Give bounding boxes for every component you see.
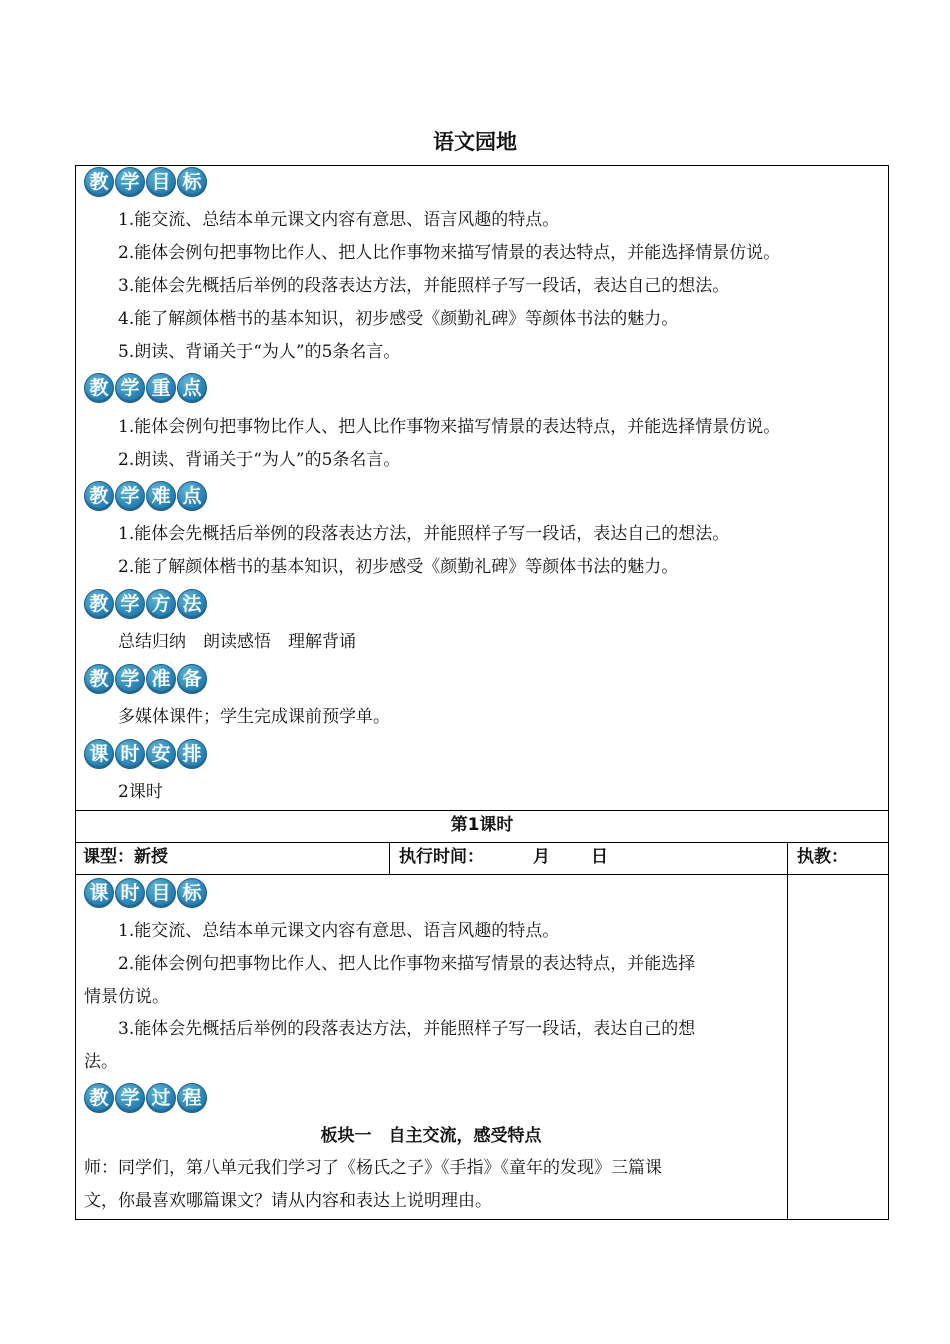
lesson-goal-item: 2.能体会例句把事物比作人、把人比作事物来描写情景的表达特点，并能选择	[118, 954, 696, 974]
methods-badge	[84, 589, 207, 619]
month-label: 月	[533, 847, 550, 867]
lesson-goal-item: 1.能交流、总结本单元课文内容有意思、语言风趣的特点。	[118, 921, 560, 941]
teaching-goal-item: 5.朗读、背诵关于“为人”的5条名言。	[118, 342, 401, 362]
lesson-goal-item: 3.能体会先概括后举例的段落表达方法，并能照样子写一段话，表达自己的想	[118, 1019, 696, 1039]
difficulty-item: 1.能体会先概括后举例的段落表达方法，并能照样子写一段话，表达自己的想法。	[118, 524, 730, 544]
teacher-line: 师：同学们，第八单元我们学习了《杨氏之子》《手指》《童年的发现》三篇课	[84, 1158, 662, 1178]
execution-time-label: 执行时间：	[399, 847, 484, 867]
lesson-header: 第1课时	[450, 815, 514, 835]
teaching-goal-item: 1.能交流、总结本单元课文内容有意思、语言风趣的特点。	[118, 210, 560, 230]
badge-char: 程	[177, 1083, 207, 1113]
badge-char: 教	[84, 481, 114, 511]
badge-char: 学	[115, 664, 145, 694]
badge-char: 目	[146, 878, 176, 908]
teacher-line: 文，你最喜欢哪篇课文？请从内容和表达上说明理由。	[84, 1191, 492, 1211]
lesson-goal-item: 法。	[84, 1052, 118, 1072]
badge-char: 教	[84, 1083, 114, 1113]
badge-char: 排	[177, 739, 207, 769]
badge-char: 标	[177, 878, 207, 908]
table-divider	[75, 810, 889, 811]
badge-char: 法	[177, 589, 207, 619]
lesson-goals-badge	[84, 878, 207, 908]
lesson-type: 课型：新授	[83, 847, 168, 867]
badge-char: 过	[146, 1083, 176, 1113]
badge-char: 学	[115, 589, 145, 619]
badge-char: 重	[146, 373, 176, 403]
teaching-goals-badge	[84, 167, 207, 197]
badge-char: 教	[84, 373, 114, 403]
difficulties-badge	[84, 481, 207, 511]
badge-char: 安	[146, 739, 176, 769]
difficulty-item: 2.能了解颜体楷书的基本知识，初步感受《颜勤礼碑》等颜体书法的魅力。	[118, 557, 679, 577]
key-points-badge	[84, 373, 207, 403]
badge-char: 点	[177, 373, 207, 403]
badge-char: 课	[84, 739, 114, 769]
teaching-goal-item: 3.能体会先概括后举例的段落表达方法，并能照样子写一段话，表达自己的想法。	[118, 276, 730, 296]
badge-char: 学	[115, 481, 145, 511]
badge-char: 教	[84, 167, 114, 197]
badge-char: 点	[177, 481, 207, 511]
key-point-item: 1.能体会例句把事物比作人、把人比作事物来描写情景的表达特点，并能选择情景仿说。	[118, 417, 781, 437]
badge-char: 学	[115, 167, 145, 197]
badge-char: 教	[84, 589, 114, 619]
badge-char: 准	[146, 664, 176, 694]
badge-char: 时	[115, 878, 145, 908]
badge-char: 难	[146, 481, 176, 511]
teaching-goal-item: 4.能了解颜体楷书的基本知识，初步感受《颜勤礼碑》等颜体书法的魅力。	[118, 309, 679, 329]
badge-char: 标	[177, 167, 207, 197]
badge-char: 目	[146, 167, 176, 197]
badge-char: 学	[115, 373, 145, 403]
schedule-badge	[84, 739, 207, 769]
badge-char: 方	[146, 589, 176, 619]
table-divider	[787, 842, 788, 1220]
key-point-item: 2.朗读、背诵关于“为人”的5条名言。	[118, 450, 401, 470]
lesson-goal-item: 情景仿说。	[84, 987, 169, 1007]
badge-char: 教	[84, 664, 114, 694]
badge-char: 时	[115, 739, 145, 769]
page-title: 语文园地	[433, 130, 517, 154]
teaching-goal-item: 2.能体会例句把事物比作人、把人比作事物来描写情景的表达特点，并能选择情景仿说。	[118, 243, 781, 263]
teacher-label: 执教：	[797, 847, 848, 867]
schedule-text: 2课时	[118, 782, 163, 802]
table-divider	[75, 874, 889, 875]
block-title: 板块一 自主交流，感受特点	[320, 1126, 542, 1146]
badge-char: 学	[115, 1083, 145, 1113]
preparation-text: 多媒体课件；学生完成课前预学单。	[118, 707, 390, 727]
process-badge	[84, 1083, 207, 1113]
table-divider	[75, 842, 889, 843]
badge-char: 备	[177, 664, 207, 694]
preparation-badge	[84, 664, 207, 694]
methods-text: 总结归纳 朗读感悟 理解背诵	[118, 632, 356, 652]
table-divider	[389, 842, 390, 874]
badge-char: 课	[84, 878, 114, 908]
day-label: 日	[591, 847, 608, 867]
